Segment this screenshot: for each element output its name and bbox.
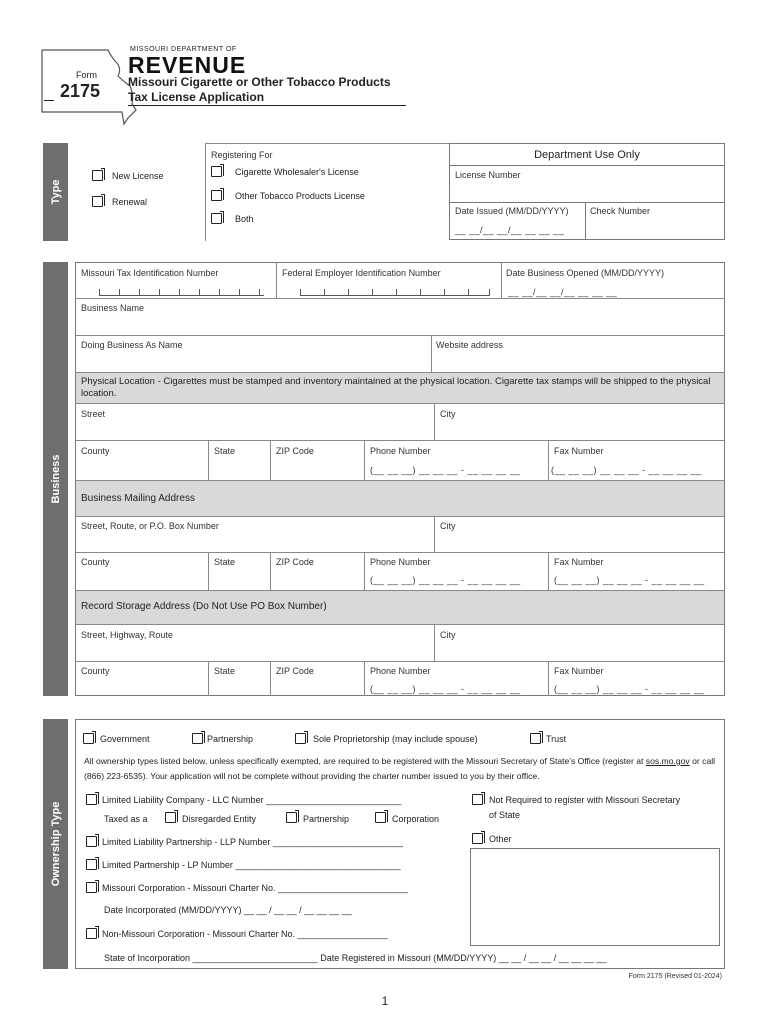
form-number: 2175 — [60, 81, 101, 101]
registering-for-label: Registering For — [211, 150, 273, 160]
mo-tax-id-label: Missouri Tax Identification Number — [81, 268, 219, 278]
mailing-street-label: Street, Route, or P.O. Box Number — [81, 521, 219, 531]
mailing-city-label: City — [440, 521, 456, 531]
trust-checkbox[interactable] — [530, 733, 541, 744]
header — [30, 40, 420, 120]
form-title-line2: Tax License Application — [128, 90, 265, 104]
partnership-label: Partnership — [207, 734, 254, 744]
physical-location-heading: Physical Location - Cigarettes must be stamped and inventory maintained at the physical location. Cigarette tax stamps will be shipped to the physical location. — [81, 376, 711, 399]
record-phone-label: Phone Number — [370, 666, 431, 676]
mailing-phone-blank[interactable]: (__ __ __) __ __ __ - __ __ __ __ — [370, 575, 521, 585]
sole-proprietorship-checkbox[interactable] — [295, 733, 306, 744]
physical-county-label: County — [81, 446, 110, 456]
renewal-checkbox[interactable] — [92, 196, 103, 207]
lp-label: Limited Partnership - LP Number _________________________________ — [102, 860, 401, 870]
date-opened-blank[interactable]: __ __/__ __/__ __ __ __ — [508, 287, 618, 297]
taxed-partnership-checkbox[interactable] — [286, 812, 297, 823]
fein-input[interactable] — [300, 290, 490, 296]
both-checkbox[interactable] — [211, 213, 222, 224]
not-required-label-line2: of State — [489, 810, 521, 820]
mailing-address-heading: Business Mailing Address — [81, 493, 195, 504]
non-missouri-corporation-label: Non-Missouri Corporation - Missouri Charter No. __________________ — [102, 929, 388, 939]
taxed-as-label: Taxed as a — [104, 814, 148, 824]
new-license-checkbox[interactable] — [92, 170, 103, 181]
record-street-label: Street, Highway, Route — [81, 630, 173, 640]
record-phone-blank[interactable]: (__ __ __) __ __ __ - __ __ __ __ — [370, 684, 521, 694]
record-fax-blank[interactable]: (__ __ __) __ __ __ - __ __ __ __ — [554, 684, 705, 694]
mailing-phone-label: Phone Number — [370, 557, 431, 567]
physical-phone-blank[interactable]: (__ __ __) __ __ __ - __ __ __ __ — [370, 465, 521, 475]
mailing-zip-label: ZIP Code — [276, 557, 314, 567]
record-storage-heading: Record Storage Address (Do Not Use PO Box Number) — [81, 601, 327, 612]
website-label: Website address — [436, 340, 503, 350]
lp-checkbox[interactable] — [86, 859, 97, 870]
taxed-partnership-label: Partnership — [303, 814, 350, 824]
both-label: Both — [235, 214, 254, 224]
llc-checkbox[interactable] — [86, 794, 97, 805]
disregarded-entity-checkbox[interactable] — [165, 812, 176, 823]
physical-zip-label: ZIP Code — [276, 446, 314, 456]
llc-label: Limited Liability Company - LLC Number ___________________________ — [102, 795, 402, 805]
form-word: Form — [76, 70, 97, 80]
physical-phone-label: Phone Number — [370, 446, 431, 456]
government-label: Government — [100, 734, 150, 744]
partnership-checkbox[interactable] — [192, 733, 203, 744]
llp-checkbox[interactable] — [86, 836, 97, 847]
missouri-corporation-checkbox[interactable] — [86, 882, 97, 893]
check-number-label: Check Number — [590, 206, 651, 216]
cigarette-wholesaler-label: Cigarette Wholesaler's License — [235, 167, 359, 177]
date-issued-label: Date Issued (MM/DD/YYYY) — [455, 206, 569, 216]
taxed-corporation-label: Corporation — [392, 814, 440, 824]
physical-street-label: Street — [81, 409, 106, 419]
license-number-label: License Number — [455, 170, 521, 180]
other-checkbox[interactable] — [472, 833, 483, 844]
government-checkbox[interactable] — [83, 733, 94, 744]
agency-logo-text: REVENUE — [128, 52, 247, 78]
new-license-label: New License — [112, 171, 164, 181]
otp-license-label: Other Tobacco Products License — [235, 191, 365, 201]
record-county-label: County — [81, 666, 110, 676]
form-title-line1: Missouri Cigarette or Other Tobacco Products — [128, 75, 391, 89]
otp-license-checkbox[interactable] — [211, 190, 222, 201]
type-side-label: Type — [43, 143, 68, 241]
mailing-fax-blank[interactable]: (__ __ __) __ __ __ - __ __ __ __ — [554, 575, 705, 585]
sole-proprietorship-label: Sole Proprietorship (may include spouse) — [313, 734, 478, 744]
mailing-fax-label: Fax Number — [554, 557, 604, 567]
business-side-label: Business — [43, 262, 68, 696]
cigarette-wholesaler-checkbox[interactable] — [211, 166, 222, 177]
dba-label: Doing Business As Name — [81, 340, 183, 350]
non-missouri-corporation-checkbox[interactable] — [86, 928, 97, 939]
record-city-label: City — [440, 630, 456, 640]
record-zip-label: ZIP Code — [276, 666, 314, 676]
record-fax-label: Fax Number — [554, 666, 604, 676]
disregarded-entity-label: Disregarded Entity — [182, 814, 257, 824]
not-required-checkbox[interactable] — [472, 794, 483, 805]
taxed-corporation-checkbox[interactable] — [375, 812, 386, 823]
physical-state-label: State — [214, 446, 236, 456]
other-label: Other — [489, 834, 512, 844]
page-number: 1 — [381, 994, 389, 1008]
fein-label: Federal Employer Identification Number — [282, 268, 441, 278]
business-name-label: Business Name — [81, 303, 145, 313]
mailing-state-label: State — [214, 557, 236, 567]
record-state-label: State — [214, 666, 236, 676]
renewal-label: Renewal — [112, 197, 148, 207]
mo-tax-id-input[interactable] — [99, 290, 264, 296]
date-incorporated-label: Date Incorporated (MM/DD/YYYY) __ __ / __ __ / __ __ __ __ — [104, 905, 352, 915]
sos-registration-notice: All ownership types listed below, unless specifically exempted, are required to be registered with the Missouri Secretary of State's Office (register at sos.mo.gov or call (866) 223-6535). Your application will not be complete without providing the charter number issued to you by their office. — [84, 756, 716, 781]
missouri-corporation-label: Missouri Corporation - Missouri Charter No. __________________________ — [102, 883, 409, 893]
other-description-box[interactable] — [470, 848, 720, 946]
not-required-label: Not Required to register with Missouri Secretary — [489, 795, 681, 805]
date-opened-label: Date Business Opened (MM/DD/YYYY) — [506, 268, 665, 278]
trust-label: Trust — [546, 734, 567, 744]
mailing-county-label: County — [81, 557, 110, 567]
date-issued-blank: __ __/__ __/__ __ __ __ — [455, 225, 565, 235]
llp-label: Limited Liability Partnership - LLP Number __________________________ — [102, 837, 404, 847]
sos-link[interactable]: sos.mo.gov — [645, 756, 690, 766]
form-revision: Form 2175 (Revised 01-2024) — [628, 973, 722, 980]
department-use-title: Department Use Only — [534, 149, 640, 161]
agency-small: MISSOURI DEPARTMENT OF — [130, 46, 237, 53]
physical-fax-label: Fax Number — [554, 446, 604, 456]
ownership-side-label: Ownership Type — [43, 719, 68, 969]
physical-fax-blank[interactable]: (__ __ __) __ __ __ - __ __ __ __ — [551, 465, 702, 475]
state-of-incorporation-label: State of Incorporation _________________________ Date Registered in Missouri (MM/DD/YYYY) __ __ / __ __ / __ __ __ __ — [104, 953, 607, 963]
physical-city-label: City — [440, 409, 456, 419]
